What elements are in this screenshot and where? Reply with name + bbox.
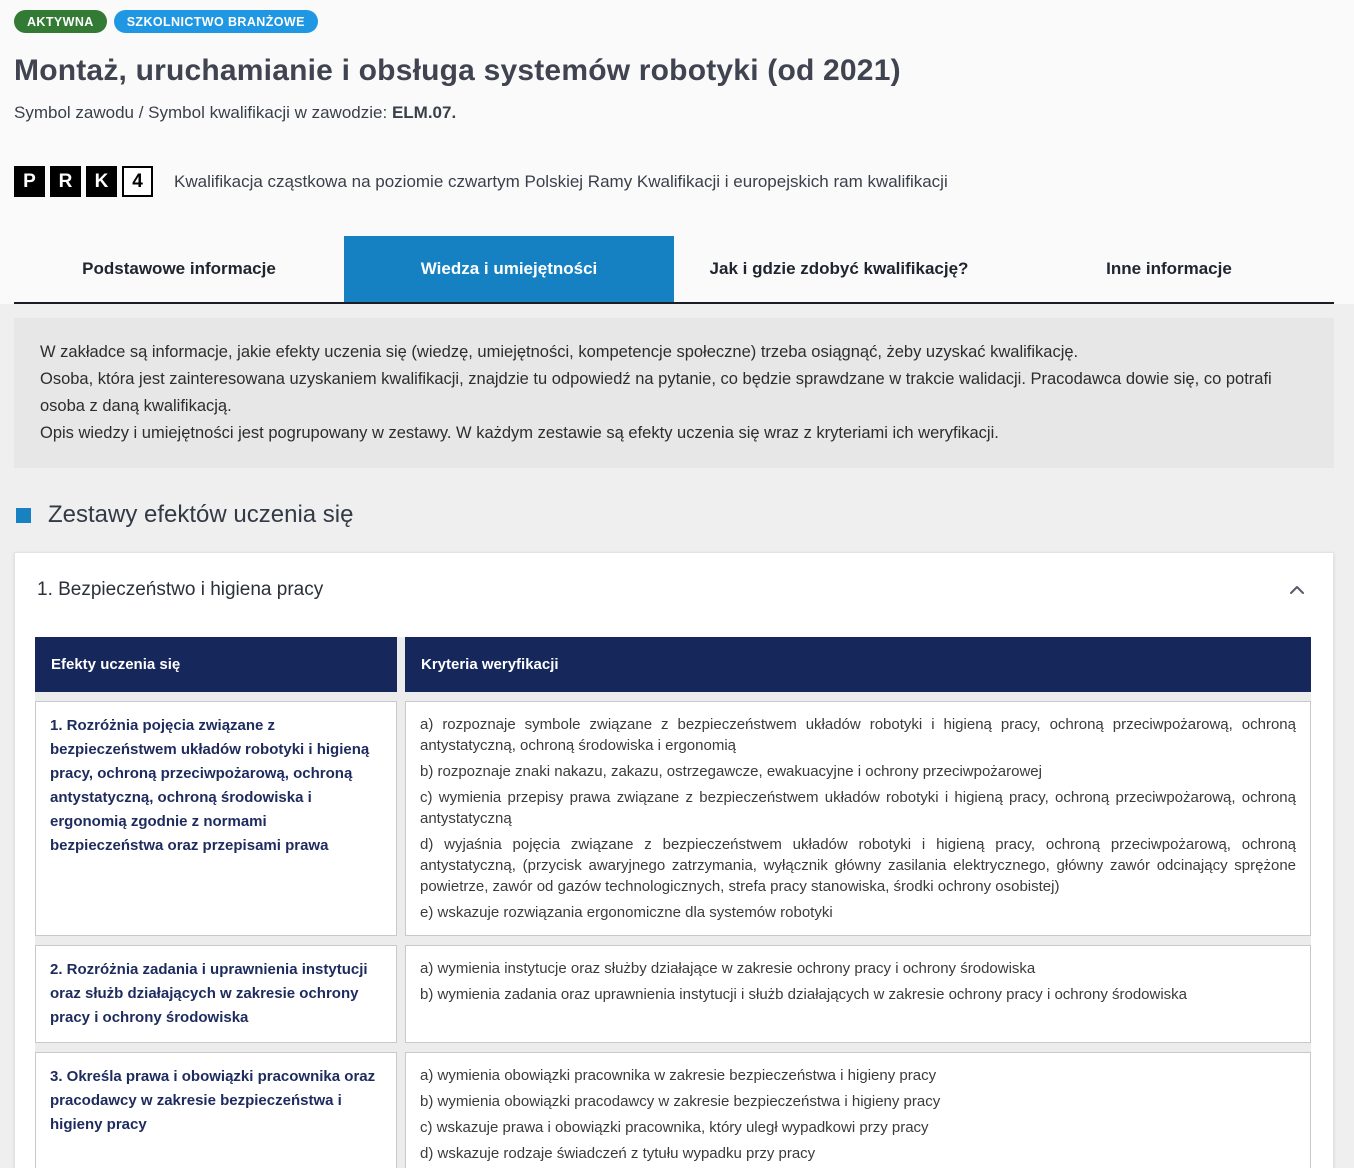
criterion-item: b) rozpoznaje znaki nakazu, zakazu, ostrzegawcze, ewakuacyjne i ochrony przeciwpożarowej: [420, 763, 1042, 780]
prk-letter-p: P: [14, 166, 45, 197]
table-row-criteria: [405, 1052, 1311, 1168]
learning-outcomes-card: [14, 552, 1334, 1168]
criterion-item: c) wymienia przepisy prawa związane z bezpieczeństwem układów robotyki i higieną pracy, ochroną przeciwpożarową, ochroną antystatyczną: [420, 789, 1296, 827]
accordion-header-bhp[interactable]: [35, 579, 1311, 601]
prk-description: Kwalifikacja cząstkowa na poziomie czwartym Polskiej Ramy Kwalifikacji i europejskich ram kwalifikacji: [174, 171, 948, 191]
info-paragraph: W zakładce są informacje, jakie efekty uczenia się (wiedzę, umiejętności, kompetencje społeczne) trzeba osiągnąć, żeby uzyskać kwalifikację.: [40, 343, 1079, 361]
section-heading-zestawy: [16, 501, 1334, 529]
table-row-criteria: [405, 945, 1311, 1043]
tab-jak-i-gdzie-zdobyc[interactable]: Jak i gdzie zdobyć kwalifikację?: [709, 259, 969, 278]
criterion-item: c) wskazuje prawa i obowiązki pracownika, który uległ wypadkowi przy pracy: [420, 1119, 929, 1136]
criterion-item: b) wymienia zadania oraz uprawnienia instytucji i służb działających w zakresie ochrony pracy i ochrony środowiska: [420, 986, 1188, 1003]
status-badge-active: AKTYWNA: [14, 10, 107, 33]
table-row-effect: 1. Rozróżnia pojęcia związane z bezpieczeństwem układów robotyki i higieną pracy, ochroną przeciwpożarową, ochroną antystatyczną, ochroną środowiska i ergonomią zgodnie z normami bezpieczeństwa oraz przepisami prawa: [35, 701, 397, 936]
info-paragraph: Opis wiedzy i umiejętności jest pogrupowany w zestawy. W każdym zestawie są efekty uczenia się wraz z kryteriami ich weryfikacji.: [40, 424, 999, 442]
criterion-item: a) wymienia obowiązki pracownika w zakresie bezpieczeństwa i higieny pracy: [420, 1067, 937, 1084]
status-badge-category: SZKOLNICTWO BRANŻOWE: [114, 10, 318, 33]
table-header-criteria: Kryteria weryfikacji: [405, 637, 1311, 692]
info-paragraph: Osoba, która jest zainteresowana uzyskaniem kwalifikacji, znajdzie tu odpowiedź na pytanie, co będzie sprawdzane w trakcie walidacji. Pracodawca dowie się, co potrafi osoba z daną kwalifikacją.: [40, 370, 1272, 415]
qualification-symbol-line: [14, 103, 1334, 123]
tab-bar: [14, 236, 1334, 304]
prk-level-number: 4: [122, 166, 153, 197]
status-badges: [14, 10, 1334, 33]
accordion-title: 1. Bezpieczeństwo i higiena pracy: [37, 579, 324, 600]
criterion-item: b) wymienia obowiązki pracodawcy w zakresie bezpieczeństwa i higieny pracy: [420, 1093, 941, 1110]
criterion-item: a) rozpoznaje symbole związane z bezpieczeństwem układów robotyki i higieną pracy, ochroną przeciwpożarową, ochroną antystatyczną, ochroną środowiska i ergonomią: [420, 716, 1296, 754]
symbol-value: ELM.07.: [391, 103, 457, 122]
prk-level-row: [14, 166, 1334, 197]
page-header: [0, 0, 1354, 304]
tab-inne-informacje[interactable]: Inne informacje: [1106, 259, 1232, 278]
criterion-item: a) wymienia instytucje oraz służby działające w zakresie ochrony pracy i ochrony środowiska: [420, 960, 1036, 977]
chevron-up-icon[interactable]: [1289, 585, 1305, 595]
tab-podstawowe-informacje[interactable]: Podstawowe informacje: [82, 259, 276, 278]
criterion-item: e) wskazuje rozwiązania ergonomiczne dla systemów robotyki: [420, 904, 833, 921]
table-header-effects: Efekty uczenia się: [35, 637, 397, 692]
criterion-item: d) wskazuje rodzaje świadczeń z tytułu wypadku przy pracy: [420, 1145, 816, 1162]
symbol-label: Symbol zawodu / Symbol kwalifikacji w zawodzie:: [14, 103, 388, 122]
outcomes-table: [35, 637, 1311, 1168]
tab-wiedza-i-umiejetnosci[interactable]: Wiedza i umiejętności: [344, 236, 674, 302]
tab-content: [0, 304, 1354, 1168]
prk-letter-k: K: [86, 166, 117, 197]
section-heading-text: Zestawy efektów uczenia się: [48, 501, 354, 528]
table-row-effect: 2. Rozróżnia zadania i uprawnienia instytucji oraz służb działających w zakresie ochrony pracy i ochrony środowiska: [35, 945, 397, 1043]
prk-logo: [14, 166, 153, 197]
criterion-item: d) wyjaśnia pojęcia związane z bezpieczeństwem układów robotyki i higieną pracy, ochroną przeciwpożarową, ochroną antystatyczną, (przycisk awaryjnego zatrzymania, wyłącznik główny zasilania elektrycznego, główny zawór odcinający sprężone powietrze, zawór od gazów technologicznych, strefa pracy stanowiska, środki ochrony osobistej): [420, 836, 1296, 895]
prk-letter-r: R: [50, 166, 81, 197]
blue-square-bullet-icon: [16, 508, 31, 523]
tab-description-box: [14, 318, 1334, 468]
page-title: Montaż, uruchamianie i obsługa systemów robotyki (od 2021): [14, 54, 901, 87]
table-row-criteria: [405, 701, 1311, 936]
table-row-effect: 3. Określa prawa i obowiązki pracownika oraz pracodawcy w zakresie bezpieczeństwa i higieny pracy: [35, 1052, 397, 1168]
